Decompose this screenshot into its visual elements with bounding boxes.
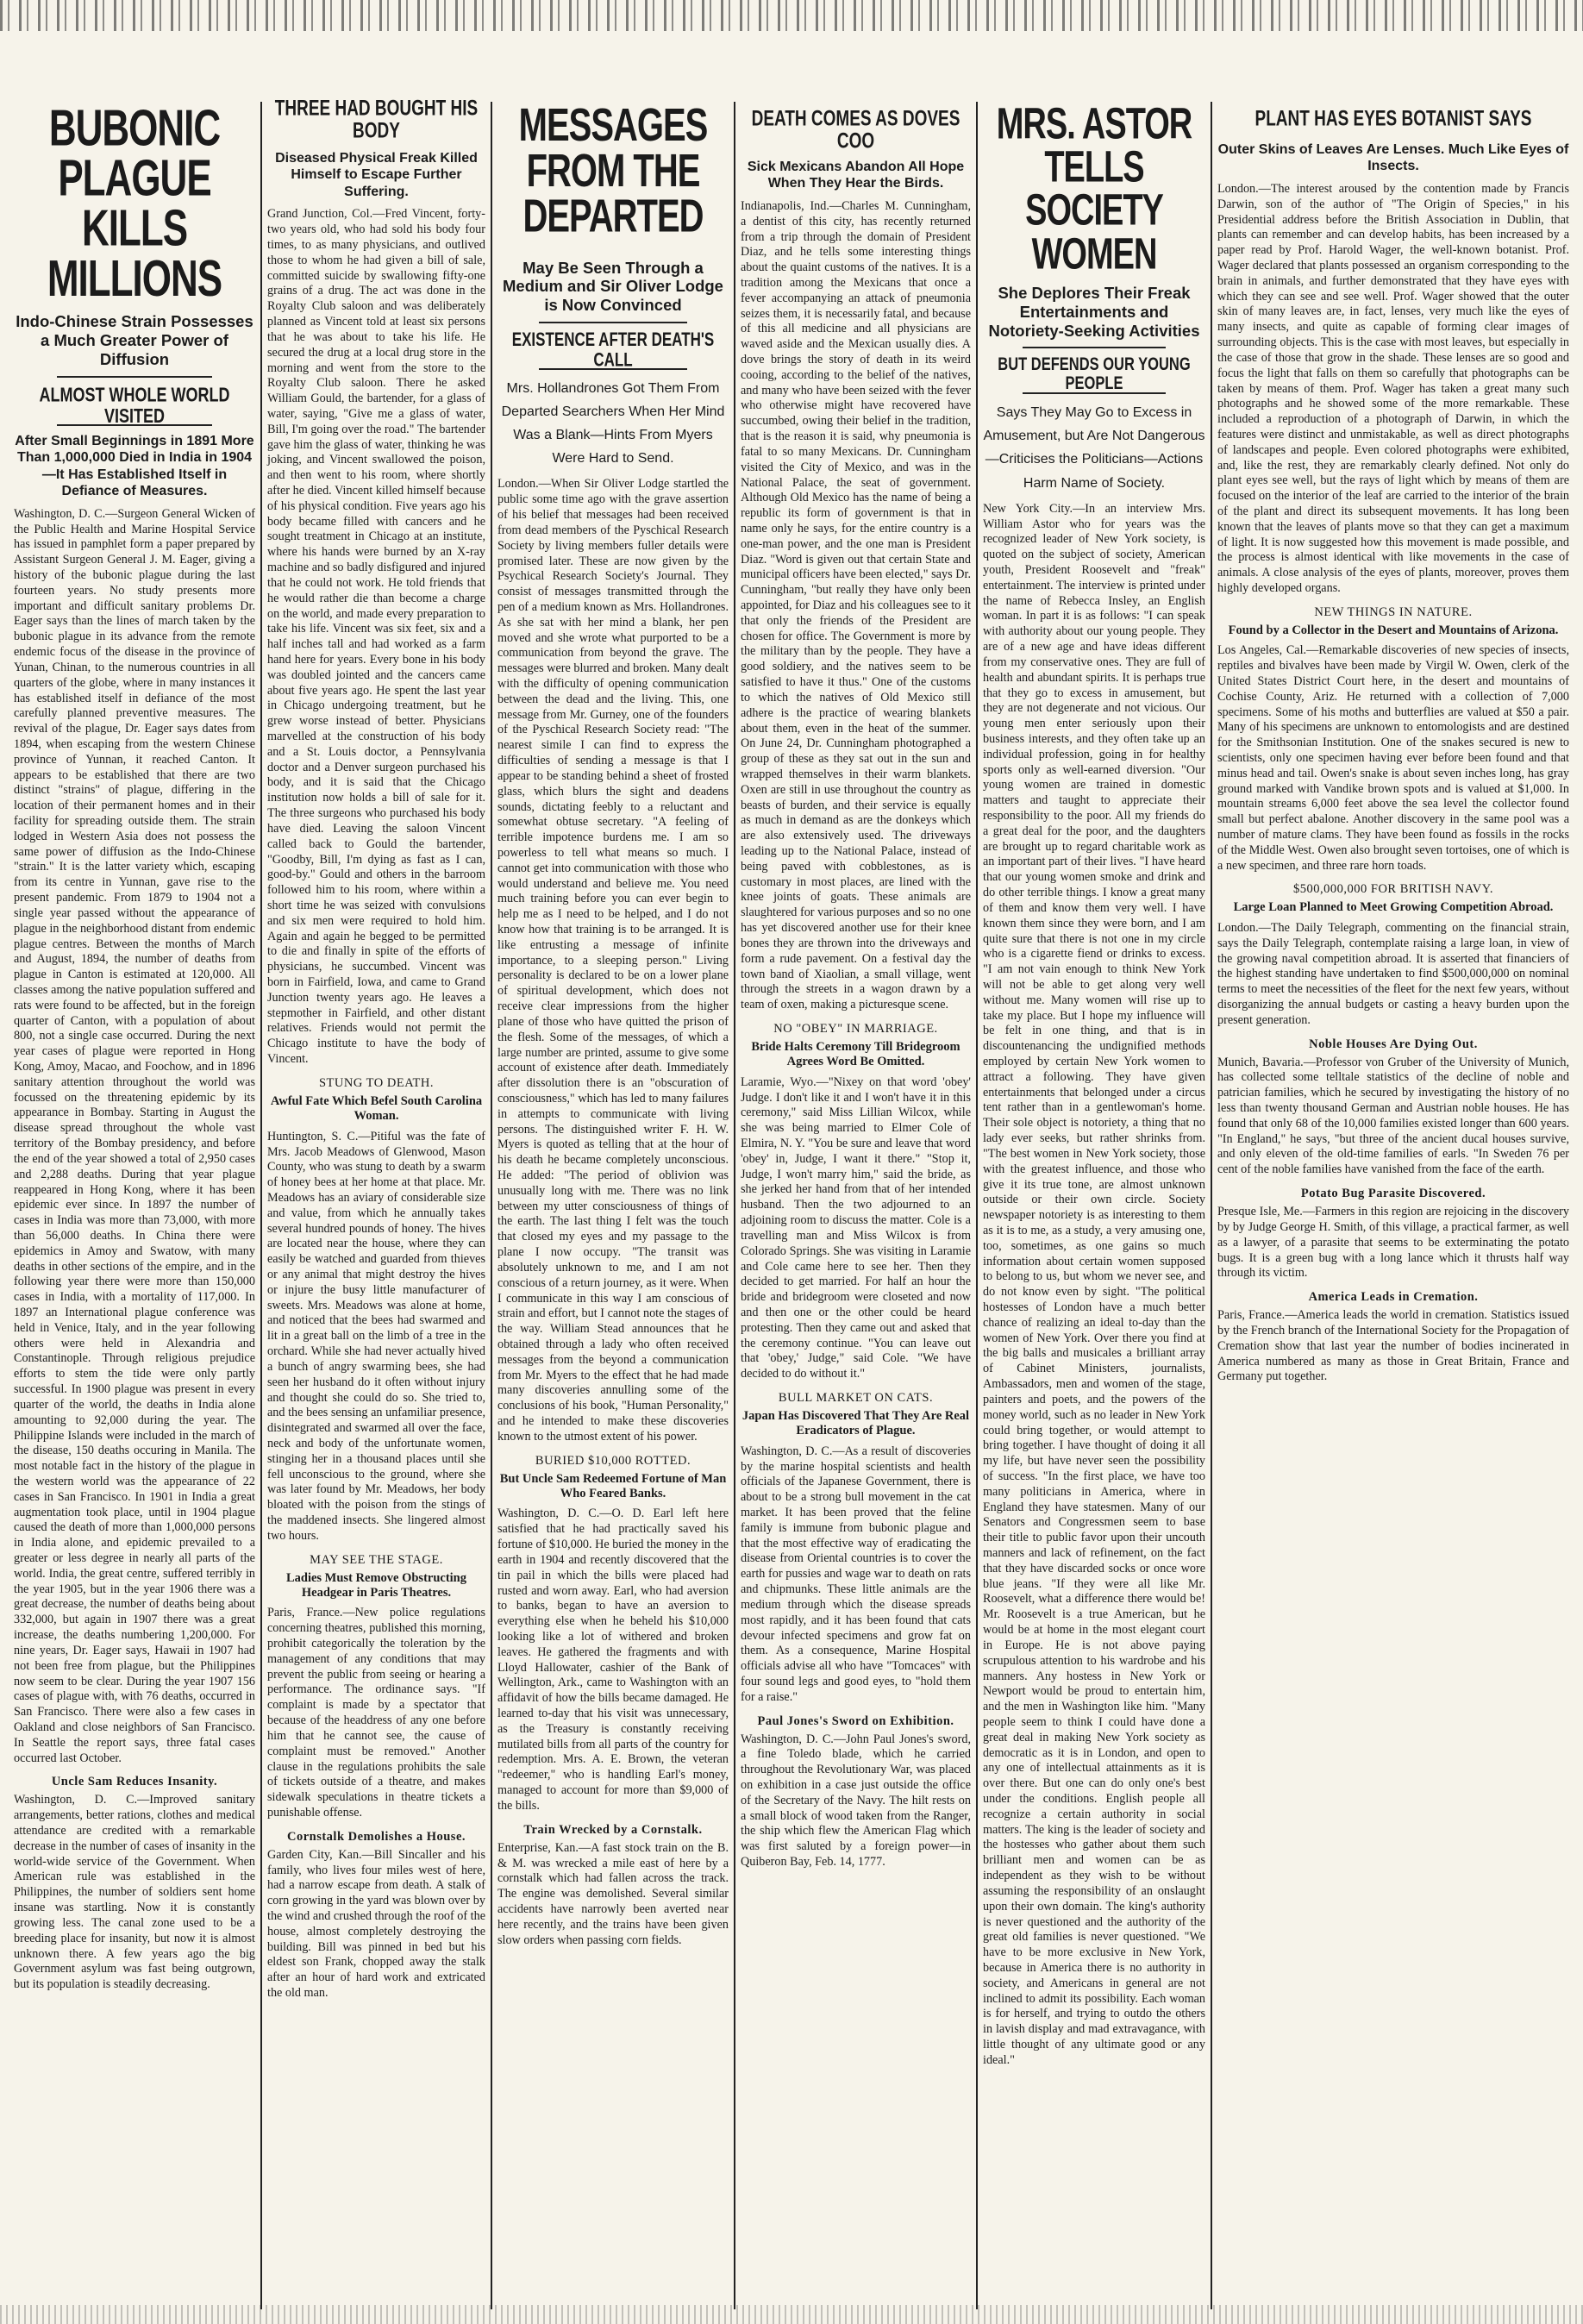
story-deck: Ladies Must Remove Obstructing Headgear in Paris Theatres. (285, 1570, 467, 1600)
story-headline: STUNG TO DEATH. (318, 1075, 435, 1090)
article-body: London.—When Sir Oliver Lodge startled the public some time ago with the grave assertion of his belief that messages had been received from dead members of the Pyschical Research Society by living members fuller details were promised later. These are now given by the Psychical Research Society's Journal. They consist of messages transmitted through the pen of a medium known as Mrs. Hollandrones. As she sat with her mind a blank, her pen moved and she wrote what purported to be a communication from beyond the grave. The messages were blurred and broken. Many dealt with the difficulty of opening communication between the dead and the living. This, one message from Mr. Gurney, one of the founders of the Pyschical Research Society read: "The nearest simile I can find to express the difficulties of sending a message is that I appear to be standing behind a sheet of frosted glass, which blurs the sight and deadens sounds, dictating feebly to a reluctant and somewhat obtuse secretary. "A feeling of terrible impotence burdens me. I am so powerless to tell what means so much. I cannot get into communication with those who would understand and believe me. You need much training before you can ever begin to help me as I need to be helped, and I do not know how that training is to be arranged. It is like entrusting a message of infinite importance, to a sleeping person." Living personality is declared to be on a lower plane of spiritual development, which does not receive clear impressions from the higher plane of those who have quitted the prison of the flesh. Some of the messages, of which a large number are printed, assume to give some account of existence after death. Immediately after dissolution there is an "obscuration of consciousness," which has led to many failures in attempts to communicate with living persons. The distinguished writer F. H. W. Myers is quoted as telling that at the hour of his death he became completely unconscious. He added: "The period of oblivion was unusually long with me. There was no link between my utter consciousness of things of the earth. The last thing I felt was the touch that closed my eyes and my passage to the plane I now occupy. "The transit was absolutely unknown to me, and I am not conscious of a return journey, as it were. When I communicate in this way I am conscious of strain and effort, but I cannot note the stages of the way. William Stead announces that he obtained through a lady who often received messages from the beyond a communication from Mr. Myers to the effect that he had made many discoveries annulling some of the conclusions of his book, "Human Personality," and he intended to make these discoveries known to the utmost extent of his power. (497, 477, 729, 1444)
subheadline: BUT DEFENDS OUR YOUNG PEOPLE (998, 354, 1191, 395)
article-body: Grand Junction, Col.—Fred Vincent, forty-two years old, who had sold his body four times, to as many physicians, and outlived those to whom he had given a bill of sale, committed suicide by swallowing fifty-one grains of a drug. The act was done in the Royalty Club saloon and was deliberately planned as Vincent told at least six persons that he was about to take his life. He secured the drug at a local drug store in the morning and went from the store to the Royalty Club saloon. There he asked William Gould, the bartender, for a glass of water, saying, "Give me a glass of water, Bill, I'm going over the road." The bartender gave him the glass of water, thinking he was joking, and Vincent swallowed the poison, and then went to his room, where shortly after he died. Vincent killed himself because of his physical condition. Five years ago his body became filled with cancers and he sought treatment in Chicago at an institute, where his hands were burned by an X-ray machine and so badly disfigured and injured that he could not work. He told friends that he would rather die than become a charge on the world, and made every preparation to take his life. Vincent was six feet, six and a half inches tall and had worked as a farm hand here for years. Every bone in his body was doubled jointed and the cancers came about five years ago. He spent the last year in Chicago undergoing treatment, but he grew worse instead of better. Physicians marvelled at the construction of his body and a St. Louis doctor, a Pennsylvania doctor and a Denver surgeon purchased his body, and it is said that the Chicago institution now holds a bill of sale for it. The three surgeons who purchased his body have died. Leaving the saloon Vincent called back to Gould the bartender, "Goodby, Bill, I'm dying as fast as I can, good-by." Gould and others in the barroom followed him to his room, where within a short time he was seized with convulsions and six men were required to hold him. Again and again he begged to be permitted to die and finally in spite of the efforts of physicians, he succumbed. Vincent was born in Fairfield, Iowa, and came to Grand Junction twenty years ago. He leaves a stepmother in Fairfield, and other distant relatives. Friends would not permit the Chicago institute to have the body of Vincent. (267, 207, 485, 1067)
story-headline: NEW THINGS IN NATURE. (1314, 604, 1473, 619)
deck: After Small Beginnings in 1891 More Than 1,000,000 Died in India in 1904—It Has Established Itself in Defiance of Measures. (15, 433, 254, 499)
story-headline: $500,000,000 FOR BRITISH NAVY. (1293, 882, 1493, 897)
article-body: Washington, D. C.—John Paul Jones's sword, a fine Toledo blade, which he carried throughout the Revolutionary War, was placed on exhibition in a case just outside the office of the Secretary of the Navy. The hilt rests on a small block of wood taken from the Ranger, the ship which flew the American Flag which was first saluted by a foreign power—in Quiberon Bay, Feb. 14, 1777. (741, 1732, 971, 1870)
story-deck: Found by a Collector in the Desert and Mountains of Arizona. (1228, 623, 1559, 637)
column-3 (494, 103, 732, 2311)
story-headline: America Leads in Cremation. (1308, 1290, 1479, 1305)
column-rule (734, 102, 735, 2309)
story-deck: Japan Has Discovered That They Are Real Eradicators of Plague. (741, 1409, 970, 1438)
article-body: Paris, France.—New police regulations concerning theatres, published this morning, prohibit categorically the toleration by the management of any conditions that may prevent the public from seeing or hearing a performance. The ordinance says. "If complaint is made by a spectator that because of the headdress of any one before him that he cannot see, the cause of complaint must be removed." Another clause in the regulations prohibits the sale of tickets outside of a theatre, and makes sidewalk speculations in theatre tickets a punishable offense. (267, 1606, 485, 1820)
divider (1023, 347, 1165, 348)
story-headline: Potato Bug Parasite Discovered. (1300, 1187, 1486, 1201)
article-body: London.—The Daily Telegraph, commenting on the financial strain, says the Daily Telegraph, contemplate raising a large loan, in view of the growing naval competition abroad. It is asserted that financiers of the highest standing have undertaken to find $500,000,000 on nominal terms to meet the necessities of the fleet for the next few years, without disorganizing the annual budgets or casting a heavy burden upon the present generation. (1217, 920, 1569, 1027)
story-deck: Large Loan Planned to Meet Growing Competition Abroad. (1233, 900, 1554, 915)
article-body: Los Angeles, Cal.—Remarkable discoveries of new species of insects, reptiles and bivalves have been made by Virgil W. Owen, clerk of the United States District Court here, in the desert and mountains of Cochise County, Ariz. He returned with a collection of 7,000 specimens. Some of his moths and butterflies are valued at $50 a pair. Many of his specimens are unknown to entomologists and are destined for the Smithsonian Institution. One of the snakes secured is new to scientists, only one specimen having ever before been found and that minus head and tail. Owen's snake is about seven inches long, has gray ground marked with Vandike brown spots and is valued at $1,000. In mountain streams 6,000 feet above the sea level the collector found small but perfect abalone. Another discovery in the same pool was a number of mature clams. They have been found as fossils in the rocks of the Middle West. Owen also brought seven tortoises, one of which is a new specimen, and three rare horn toads. (1217, 643, 1569, 873)
deck: She Deplores Their Freak Entertainments and Notoriety-Seeking Activities (988, 283, 1200, 340)
subheadline: EXISTENCE AFTER DEATH'S CALL (511, 329, 715, 371)
headline: THREE HAD BOUGHT HIS BODY (274, 97, 479, 143)
story-headline: MAY SEE THE STAGE. (310, 1552, 443, 1567)
divider (57, 376, 211, 378)
column-rule (491, 102, 492, 2309)
article-body: Enterprise, Kan.—A fast stock train on the B. & M. was wrecked a mile east of here by a cornstalk which had fallen across the track. The engine was demolished. Several similar accidents have narrowly been averted near here recently, and the trains have been given slow orders when passing corn fields. (497, 1840, 729, 1947)
deck: Indo-Chinese Strain Possesses a Much Greater Power of Diffusion (16, 312, 253, 369)
article-body: Indianapolis, Ind.—Charles M. Cunningham, a dentist of this city, has recently returned from a trip through the domain of President Diaz, and he tells some interesting things about the quaint customs of the natives. It is a tradition among the Mexicans that once a fever accompanying an attack of pneumonia seizes them, it is necessarily fatal, and because of this all medicine and all physicians are waved aside and the Mexican usually dies. A dove brings the story of death in its weird cooing, according to the belief of the natives, and many who have been seized with the fever who otherwise might have recovered have succumbed, owing their belief in the tradition, that is the reason it is said, why pneumonia is fatal to so many Mexicans. Dr. Cunningham visited the City of Mexico, and was in the National Palace, the seat of government. Although Old Mexico has the name of being a republic its form of government is that in name only he says, for the entire country is a one-man power, and the one man is President Diaz. "Word is given out that certain State and municipal officers have been elected," says Dr. Cunningham, "but really they have only been appointed, for Diaz and his colleagues see to it that only the friends of the President are chosen for office. The Government is more by the military than by the people. They have a good soldiery, and the natives seem to be satisfied to have it thus." One of the customs to which the natives of Old Mexico still adhere is the practice of wearing blankets about them, even in the heat of the summer. On June 24, Dr. Cunningham photographed a group of these as they sat out in the sun and wrapped themselves in their warm blankets. Oxen are still in use throughout the country as beasts of burden, and their service is equally as much in demand as are the donkeys which are also extensively used. The driveways leading up to the National Palace, instead of being paved with cobblestones, as is customary in most places, are lined with the knee joints of goats. These animals are slaughtered for various purposes and so no one has yet discovered another use for their knee bones they are thrown into the driveways and form a rude pavement. On a festival day the town band of Xiaolian, a small village, went through the streets in a wagon drawn by a team of oxen, making a picturesque scene. (741, 198, 971, 1012)
story-headline: NO "OBEY" IN MARRIAGE. (773, 1021, 938, 1036)
story-headline: Paul Jones's Sword on Exhibition. (757, 1713, 954, 1728)
deck: May Be Seen Through a Medium and Sir Oliver Lodge is Now Convinced (503, 258, 723, 315)
article-body: Paris, France.—America leads the world in cremation. Statistics issued by the French branch of the International Society for the Propagation of Cremation show that last year the number of bodies incinerated in America numbered as many as those in Great Britain, France and Germany put together. (1217, 1308, 1569, 1384)
article-body: Huntington, S. C.—Pitiful was the fate of Mrs. Jacob Meadows of Glenwood, Mason County, who was stung to death by a swarm of honey bees at her home at that place. Mr. Meadows has an aviary of considerable size and value, from which he annually takes several hundred pounds of honey. The hives are located near the house, where they can easily be watched and guarded from thieves or any animal that might destroy the hives or injure the busy little manufacturer of sweets. Mrs. Meadows was alone at home, and noticed that the bees had swarmed and lit in a great ball on the limb of a tree in the orchard. While she had never actually hived a bunch of angry swarming bees, she had seen her husband do it often without injury and thought she could do so. She tried to, and the bees sensing an unfamiliar presence, disintegrated and swarmed all over the face, neck and body of the unfortunate women, stinging her in a thousand places until she fell unconscious to the ground, where she was later found by Mr. Meadows, her body bloated with the poison from the stings of the maddened insects. She lingered almost two hours. (267, 1129, 485, 1543)
headline: BUBONIC PLAGUE KILLS MILLIONS (47, 103, 222, 308)
article-body: New York City.—In an interview Mrs. William Astor who for years was the recognized leader of New York society, is quoted on the subject of society, American youth, President Roosevelt and "freak" entertainment. The interview is printed under the name of Rebecca Insley, an English woman. In part it is as follows: "I can speak with authority about our young people. They are of a new age and have ideas different from my conservative ones. They are full of health and abundant spirits. It is perhaps true that they go to excess in amusement, but they are not degenerate and not vicious. Our young men enter seriously upon their business interests, and they often take up an individual profession, going in for healthy sports only as well-earned diversion. "Our young women are trained in domestic matters and taught to appreciate their responsibility to the poor. All my friends do a great deal for the poor, and the daughters are brought up to regard charitable work as an important part of their lives. "I have heard that our young women smoke and drink and do other terrible things. I know a great many of them and know them very well. I have known them since they were born, and I am quite sure that there is not one in my circle who is a cigarette fiend or drinks to excess. "I am not vain enough to think New York will not be able to get along very well without me. Many women will rise up to take my place. But I hope my influence will be felt in one thing, and that is in discountenancing the undignified methods employed by certain New York women to attract a following. They have given entertainments that belonged under a circus tent rather than in a gentlewoman's home. Their sole object is notoriety, a thing that no lady ever seeks, but rather shrinks from. "The best women in New York society, those with the greatest influence, and those who give it its true tone, are almost unknown outside or their own circle. Society newspaper notoriety is as interesting to them as it is to me, as a study, a very amusing one, too, sometimes, as one gains so much information about certain women supposed to belong to us, but whom we never see, and do not know even by sight. "The political hostesses of London have a much better chance of realizing an ideal to-day than the women of New York. Over there you find at the big balls and musicales a brilliant array of Cabinet Ministers, journalists, Ambassadors, men and women of the stage, painters and poets, and the powers of the money world, such as no leader in New York could bring together, or would attempt to bring together. I have thought of doing it all my life, but have never seen the possibility of success. "In the first place, we have too many politicians in America, where in England they have statesmen. Many of our Senators and Congressmen seem to base their title to public favor upon their uncouth manners and lack of refinement, on the fact that they have discarded socks or once wore blue jeans. "If they were all like Mr. Roosevelt, what a difference there would be! Mr. Roosevelt is a true American, but he would be at home in the most elegant court in Europe. He is not above paying scrupulous attention to his wardrobe and his manners. Any hostess in New York or Newport would be proud to entertain him, and the men in Washington like him. "Many people seem to think I could have done a great deal in making New York society as democratic as it is in London, and open to any one of intellectual attainments as it is over there. But one can do only one's best under the conditions. English people all recognize a certain authority in social matters. The king is the leader of society and the hostesses who gather about them such brilliant men and women can be as independent as they wish to be without assuming the responsibility of an onslaught upon their own domain. The king's authority is never questioned and the authority of the great old families is never questioned. "We have to be more exclusive in New York, because in America there is no authority in society, and Americans in general are not inclined to admit its possibility. Each woman is for herself, and trying to outdo the others in lavish display and mad extravagance, with little thought of any ultimate good or any ideal." (983, 501, 1205, 2067)
story-deck: Awful Fate Which Befel South Carolina Woman. (270, 1093, 483, 1124)
article-body: Washington, D. C.—O. D. Earl left here satisfied that he had practically saved his fortune of $10,000. He buried the money in the earth in 1904 and recently discovered that the tin pail in which the bills were placed had rusted and worn away. Earl, who had aversion to banks, began to have an aversion to everything else when he beheld his $10,000 looking like a lot of withered and broken leaves. He gathered the fragments and with Lloyd Hallowater, cashier of the Bank of Wellington, Ark., came to Washington with an affidavit of how the bills became damaged. He learned to-day that his visit was unnecessary, as the Treasury is constantly receiving mutilated bills from all parts of the country for redemption. Mrs. A. E. Brown, the veteran "redeemer," who is handling Earl's money, managed to account for more than $9,000 of the bills. (497, 1507, 729, 1813)
headline: DEATH COMES AS DOVES COO (751, 107, 960, 153)
subheadline: ALMOST WHOLE WORLD VISITED (39, 383, 230, 428)
deck: Diseased Physical Freak Killed Himself to Escape Further Suffering. (275, 150, 478, 199)
story-headline: Cornstalk Demolishes a House. (286, 1829, 466, 1844)
deck: Outer Skins of Leaves Are Lenses. Much Like Eyes of Insects. (1217, 141, 1569, 174)
column-1 (10, 103, 259, 2311)
divider (539, 322, 687, 323)
story-headline: Train Wrecked by a Cornstalk. (523, 1822, 703, 1837)
headline: MESSAGES FROM THE DEPARTED (518, 103, 708, 243)
story-deck: Bride Halts Ceremony Till Bridegroom Agrees Word Be Omitted. (751, 1039, 960, 1069)
headline: PLANT HAS EYES BOTANIST SAYS (1255, 107, 1532, 131)
story-headline: BULL MARKET ON CATS. (778, 1391, 934, 1405)
column-5 (979, 103, 1209, 2311)
article-body: Laramie, Wyo.—"Nixey on that word 'obey' Judge. I don't like it and I won't have it in this ceremony," said Miss Lillian Wilcox, while she was being married to Elmer Cole of Elmira, N. Y. "You be sure and leave that word 'obey' in, Judge, I want it there." "Stop it, Judge, I won't marry him," said the bride, as she jerked her hand from that of her intended husband. Then the two adjourned to an adjoining room to discuss the matter. Cole is a travelling man and Miss Wilcox is from Colorado Springs. She was visiting in Laramie and Cole came here to see her. Then they decided to get married. For half an hour the bride and bridegroom were closeted and now and then one or the other could be heard protesting. Then they came out and asked that the ceremony continue. "You can leave out that 'obey,' Judge," said Cole. "We have decided to do without it." (741, 1074, 971, 1381)
headline: MRS. ASTOR TELLS SOCIETY WOMEN (996, 103, 1192, 279)
scan-bottom-edge (0, 2305, 1583, 2324)
story-headline: Uncle Sam Reduces Insanity. (51, 1775, 218, 1789)
article-body: London.—The interest aroused by the contention made by Francis Darwin, son of the author of "The Origin of Species," in his Presidential address before the British Association in Dublin, that plants can remember and can develop habits, has been increased by a paper read by Prof. Harold Wager, the well-known botanist. Prof. Wager declared that plants possessed an organism corresponding to the brain in animals, and further demonstrated that they have eyes with which they can see and see well. Prof. Wager showed that the outer skin of many leaves are, in fact, lenses, very much like the eyes of many insects, and quite as capable of forming clear images of surrounding objects. This is the case with most leaves, but especially in the case of those that grow in the shade. These lenses are so good and focus the light that falls on them so carefully that photographs can be taken by means of them. Prof. Wager has taken a great many such photographs and he showed some of the more remarkable. These included a reproduction of a photograph of Darwin, in which the features were distinct and unmistakable, as well as direct photographs of landscapes and people. Even colored photographs were exhibited, and, like the rest, they are remarkably clearly defined. Not only do plant eyes see well, but the rays of light which by means of them are focused on the interior of the leaf are carried to the interior of the brain of the plant and direct its subsequent movements. It has long been known that the leaves of plants move so that they can get a maximum of light. It is now suggested how this movement is made possible, and the process is almost identical with like movements in the case of animals. A close analysis of the eyes of plants, moreover, proves them highly developed organs. (1217, 181, 1569, 596)
column-4 (737, 103, 974, 2311)
article-body: Washington, D. C.—Improved sanitary arrangements, better rations, clothes and medical attendance are credited with a remarkable decrease in the number of cases of insanity in the world-wide service of the Government. When American rule was established in the Philippines, the number of soldiers sent home insane was startling. Now it is constantly growing less. The canal zone used to be a breeding place for insanity, but now it is almost unknown there. A few years ago the big Government asylum was fast being outgrown, but its population is steadily decreasing. (14, 1793, 255, 1992)
story-headline: BURIED $10,000 ROTTED. (535, 1453, 691, 1468)
column-rule (260, 102, 262, 2309)
article-body: Washington, D. C.—As a result of discoveries by the marine hospital scientists and health officials of the Japanese Government, there is about to be a strong bull movement in the cat market. It has been proved that the feline family is immune from bubonic plague and that the most effective way of eradicating the disease from Oriental countries is to cover the earth for pussies and wage war to death on rats and chipmunks. These little animals are the medium through which the disease spreads most rapidly, and it has been found that cats devour infected specimens and grow fat on them. As a consequence, Marine Hospital officials advise all who have "Tomcaces" with four sound legs and good eyes, to "hold them for a raise." (741, 1444, 971, 1704)
column-rule (1211, 102, 1212, 2309)
deck: Says They May Go to Excess in Amusement, but Are Not Dangerous—Criticises the Politicians—Actions Harm Name of Society. (983, 405, 1205, 491)
deck: Sick Mexicans Abandon All Hope When They Hear the Birds. (747, 159, 965, 191)
article-body: Munich, Bavaria.—Professor von Gruber of the University of Munich, has collected some telltale statistics of the decline of noble and patrician families, which he secured by investigating the history of no less than twenty thousand German and Austrian noble houses. He has found that only 68 of the 10,000 families existed longer than 600 years. "In England," he says, "but three of the ancient ducal houses survive, and only eleven of the old-time families of earls. "In Sweden 76 per cent of the noble families have vanished from the face of the earth. (1217, 1055, 1569, 1177)
story-deck: But Uncle Sam Redeemed Fortune of Man Who Feared Banks. (499, 1471, 727, 1501)
column-6 (1214, 103, 1576, 2311)
deck: Mrs. Hollandrones Got Them From Departed Searchers When Her Mind Was a Blank—Hints From Myers Were Hard to Send. (501, 380, 725, 467)
article-body: Garden City, Kan.—Bill Sincaller and his family, who lives four miles west of here, had a narrow escape from death. A stalk of corn growing in the yard was blown over by the wind and crushed through the roof of the house, almost completely destroying the building. Bill was pinned in bed but his eldest son Frank, chopped away the stalk after an hour of hard work and extricated the old man. (267, 1847, 485, 2001)
column-rule (976, 102, 978, 2309)
article-body: Washington, D. C.—Surgeon General Wicken of the Public Health and Marine Hospital Service has issued in pamphlet form a paper prepared by Assistant Surgeon General J. M. Eager, giving a history of the bubonic plague during the last fourteen years. No study presents more important and difficult sanitary problems Dr. Eager says than the lines of march taken by the bubonic plague in its advance from the remote endemic focus of the disease in the province of Yunan, Chinan, to the numerous countries in all quarters of the globe, where in many instances it has established itself in defiance of the most carefully planned preventive measures. The revival of the plague, Dr. Eager says dates from 1894, when escaping from the western Chinese province of Yunnan, it reached Canton. It appears to be established that there are two distinct "strains" of plague, differing in the location of their permanent homes and in their facility for spreading outside them. The strain lodged in Western Asia does not possess the same power of diffusion as the Indo-Chinese "strain." It is the latter variety which, escaping from its centre in Yunnan, gave rise to the present pandemic. From 1879 to 1904 not a single year passed without the appearance of plague in the neighborhood distant from endemic plague centres. Between the months of March and August, 1894, the number of deaths from plague in Canton is estimated at 120,000. All classes among the native population suffered and rats were found to be affected, but in the foreign quarter of Canton, with a population of about 800, not a single case occurred. During the next year cases of plague were reported in Hong Kong, Amoy, Macao, and Foochow, and in 1896 sanitary attention throughout the world was focussed on the threatening epidemic by its appearance in Bombay. Starting in August the disease spread throughout the whole vast territory of the Bombay presidency, and before the end of the year showed a total of 2,950 cases and 2,288 deaths. During that year plague reappeared in Hong Kong, where it has been epidemic ever since. In 1897 the number of cases in India was more than 73,000, with more than 56,000 deaths. In China there were epidemics in Amoy and Swatow, with many deaths in other sections of the empire, and in the following year there were more than 150,000 cases in India, with a mortality of 117,000. In 1897 an International plague conference was held in Venice, Italy, and in the year following others were held in Alexandria and Constantinople. Through religious prejudice efforts to stem the tide were only partly successful. In 1900 plague was present in every quarter of the world, the deaths in India alone amounting to 92,000 during the year. The Philippine Islands were included in the march of the disease, 150 deaths occuring in Manila. The most notable fact in the history of the plague in the western world was the appearance of 22 cases in San Francisco. In 1901 in India a great augmentation took place, until in 1904 plague caused the death of more than 1,000,000 persons in India alone, and epidemic prevailed to a greater or less degree in nearly all parts of the world. India, the great centre, suffered terribly in the year 1905, but in the year 1906 there was a great decrease, the number of deaths being about 332,000, but again in 1907 there was a great increase, the deaths numbering 1,200,000. For nine years, Dr. Eager says, Hawaii in 1907 had not been free from plague, but the Philippines now seem to be clear. During the year 1907 156 cases of plague with, with 76 deaths, occurred in San Francisco. There were also a few cases in Oakland and close neighbors of San Francisco. In Seattle the report says, three fatal cases occurred last October. (14, 506, 255, 1765)
article-body: Presque Isle, Me.—Farmers in this region are rejoicing in the discovery by by Judge George H. Smith, of this village, a practical farmer, as well as a lawyer, of a parasite that seems to be exterminating the potato bugs. It is a green bug with a long lance which it thrusts half way through its victim. (1217, 1205, 1569, 1281)
scan-top-edge (0, 0, 1583, 31)
column-2 (264, 97, 489, 2304)
story-headline: Noble Houses Are Dying Out. (1309, 1037, 1478, 1051)
